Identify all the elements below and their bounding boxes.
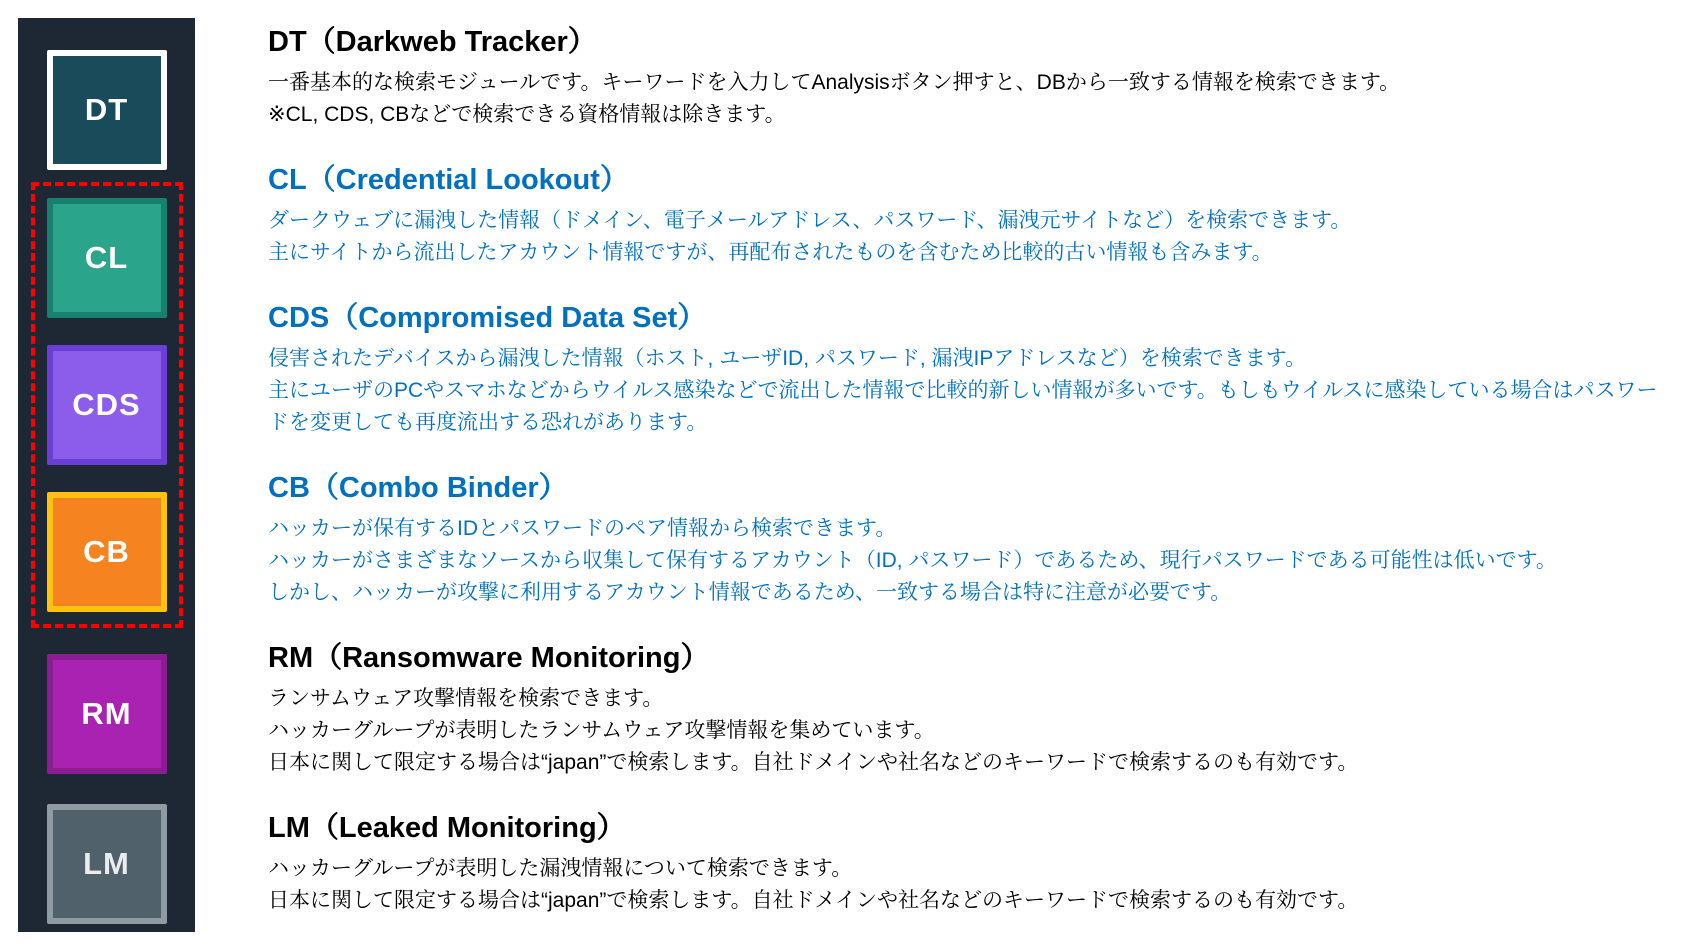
section-dt (268, 24, 1678, 131)
section-rm (268, 640, 1678, 779)
section-lm (268, 810, 1678, 917)
section-cds-title: CDS（Compromised Data Set） (268, 302, 707, 334)
section-dt-line: ※CL, CDS, CBなどで検索できる資格情報は除きます。 (268, 103, 786, 126)
section-dt-title: DT（Darkweb Tracker） (268, 26, 597, 58)
section-cl-title: CL（Credential Lookout） (268, 164, 629, 196)
module-sidebar (18, 18, 195, 932)
section-cb-line: しかし、ハッカーが攻撃に利用するアカウント情報であるため、一致する場合は特に注意が必要です。 (268, 581, 1232, 604)
section-cb-line: ハッカーが保有するIDとパスワードのペア情報から検索できます。 (268, 517, 897, 540)
highlighted-modules-box (31, 182, 183, 628)
section-cl-line: 主にサイトから流出したアカウント情報ですが、再配布されたものを含むため比較的古い情報も含みます。 (268, 241, 1273, 264)
module-button-dt[interactable]: DT (47, 50, 167, 170)
module-button-lm[interactable]: LM (47, 804, 167, 924)
section-lm-line: ハッカーグループが表明した漏洩情報について検索できます。 (268, 857, 853, 880)
section-cl (268, 162, 1678, 269)
section-cds-line: 主にユーザのPCやスマホなどからウイルス感染などで流出した情報で比較的新しい情報が多いです。もしもウイルスに感染している場合はパスワードを変更しても再度流出する恐れがあります。 (268, 379, 1658, 434)
module-button-rm[interactable]: RM (47, 654, 167, 774)
section-rm-title: RM（Ransomware Monitoring） (268, 642, 710, 674)
module-button-cl[interactable]: CL (47, 198, 167, 318)
module-button-cb[interactable]: CB (47, 492, 167, 612)
module-button-cds[interactable]: CDS (47, 345, 167, 465)
section-cds-line: 侵害されたデバイスから漏洩した情報（ホスト, ユーザID, パスワード, 漏洩IPアドレスなど）を検索できます。 (268, 347, 1307, 370)
section-dt-line: 一番基本的な検索モジュールです。キーワードを入力してAnalysisボタン押すと、DBから一致する情報を検索できます。 (268, 71, 1401, 94)
section-rm-line: 日本に関して限定する場合は“japan”で検索します。自社ドメインや社名などのキーワードで検索するのも有効です。 (268, 751, 1359, 774)
section-rm-line: ランサムウェア攻撃情報を検索できます。 (268, 687, 664, 710)
section-cds (268, 300, 1678, 439)
section-cb-title: CB（Combo Binder） (268, 472, 568, 504)
section-cb-line: ハッカーがさまざまなソースから収集して保有するアカウント（ID, パスワード）であるため、現行パスワードである可能性は低いです。 (268, 549, 1557, 572)
section-lm-title: LM（Leaked Monitoring） (268, 812, 626, 844)
module-descriptions (268, 24, 1678, 948)
section-cb (268, 470, 1678, 609)
section-lm-line: 日本に関して限定する場合は“japan”で検索します。自社ドメインや社名などのキーワードで検索するのも有効です。 (268, 889, 1359, 912)
section-cl-line: ダークウェブに漏洩した情報（ドメイン、電子メールアドレス、パスワード、漏洩元サイトなど）を検索できます。 (268, 209, 1352, 232)
section-rm-line: ハッカーグループが表明したランサムウェア攻撃情報を集めています。 (268, 719, 935, 742)
